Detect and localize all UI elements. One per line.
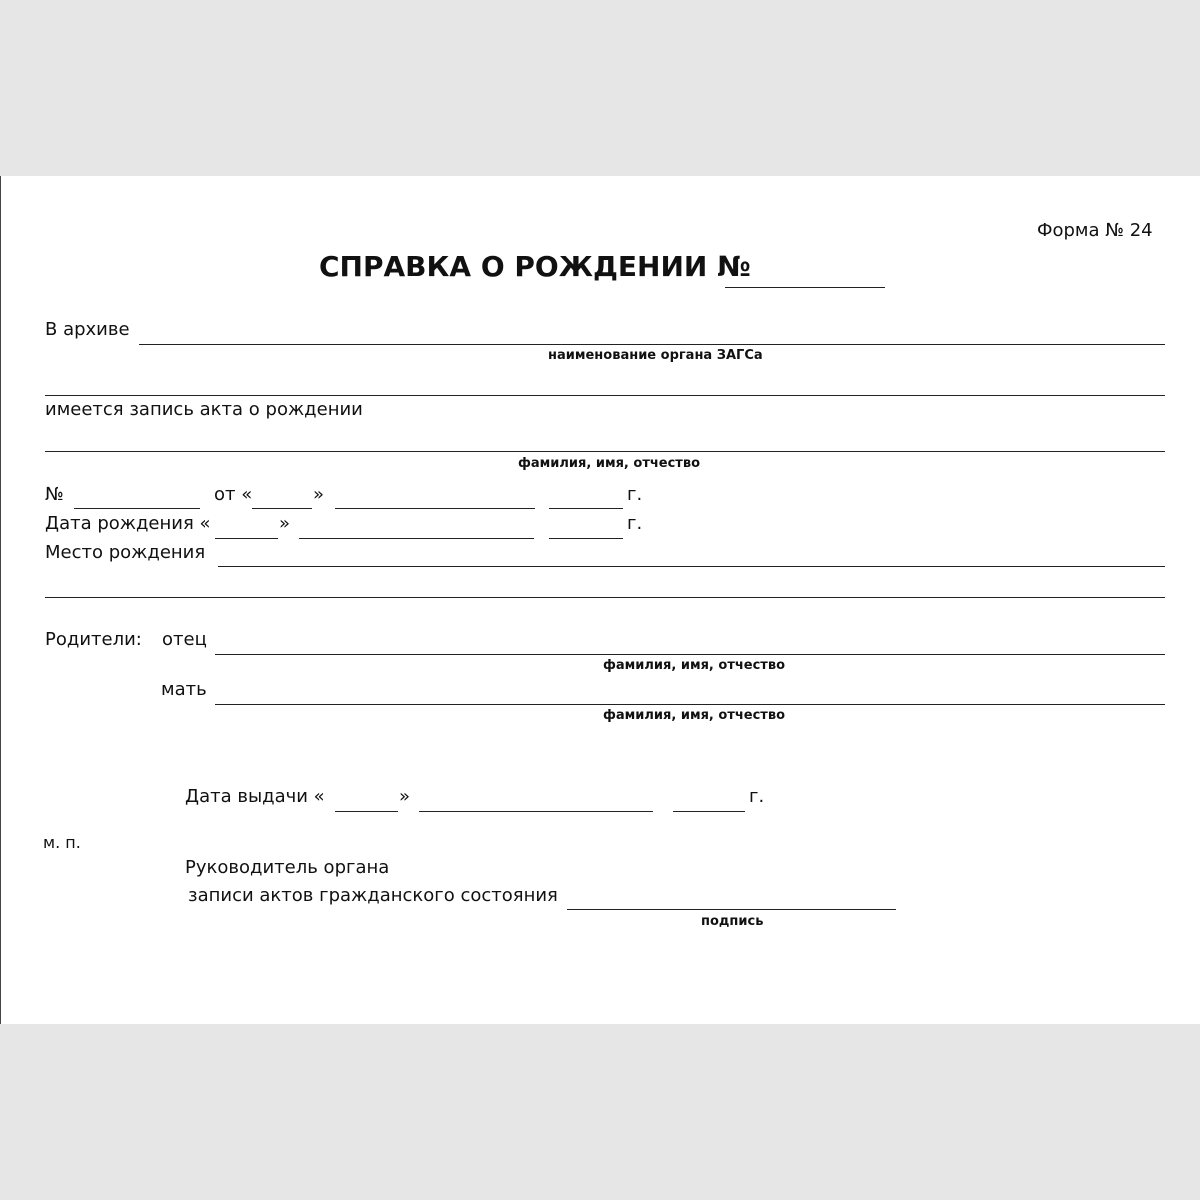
record-day-quote: » — [313, 484, 325, 505]
mother-label: мать — [161, 679, 207, 700]
mother-caption: фамилия, имя, отчество — [603, 708, 785, 723]
archive-label: В архиве — [45, 319, 130, 340]
signature-caption: подпись — [701, 914, 764, 929]
birth-certificate-form — [0, 176, 1200, 1024]
issue-month-line[interactable] — [419, 811, 653, 812]
child-name-caption: фамилия, имя, отчество — [518, 456, 700, 471]
issue-year-label: г. — [749, 786, 765, 807]
issue-day-line[interactable] — [335, 811, 398, 812]
number-label: № — [45, 484, 64, 505]
archive-name-line-2[interactable] — [45, 395, 1165, 396]
birth-place-label: Место рождения — [45, 542, 206, 563]
record-year-label: г. — [627, 484, 643, 505]
head-label-line1: Руководитель органа — [185, 857, 390, 878]
issue-year-line[interactable] — [673, 811, 745, 812]
birth-day-line[interactable] — [215, 538, 278, 539]
archive-name-line[interactable] — [139, 344, 1165, 345]
birth-date-label: Дата рождения « — [45, 513, 211, 534]
mother-name-line[interactable] — [215, 704, 1165, 705]
record-day-line[interactable] — [252, 508, 312, 509]
record-month-line[interactable] — [335, 508, 535, 509]
father-caption: фамилия, имя, отчество — [603, 658, 785, 673]
issue-day-quote: » — [399, 786, 411, 807]
document-title: СПРАВКА О РОЖДЕНИИ № — [319, 250, 751, 283]
birth-year-line[interactable] — [549, 538, 623, 539]
stamp-label: м. п. — [43, 833, 81, 852]
head-label-line2: записи актов гражданского состояния — [188, 885, 558, 906]
issue-date-label: Дата выдачи « — [185, 786, 325, 807]
record-year-line[interactable] — [549, 508, 623, 509]
certificate-number-line[interactable] — [725, 287, 885, 288]
birth-month-line[interactable] — [299, 538, 534, 539]
birth-place-line-2[interactable] — [45, 597, 1165, 598]
signature-line[interactable] — [567, 909, 896, 910]
record-label: имеется запись акта о рождении — [45, 399, 363, 420]
from-label: от « — [214, 484, 253, 505]
child-name-line[interactable] — [45, 451, 1165, 452]
father-label: отец — [162, 629, 207, 650]
archive-caption: наименование органа ЗАГСа — [548, 348, 763, 363]
birth-year-label: г. — [627, 513, 643, 534]
form-number: Форма № 24 — [1037, 220, 1153, 241]
father-name-line[interactable] — [215, 654, 1165, 655]
birth-place-line[interactable] — [218, 566, 1165, 567]
birth-day-quote: » — [279, 513, 291, 534]
record-number-line[interactable] — [74, 508, 200, 509]
parents-label: Родители: — [45, 629, 142, 650]
